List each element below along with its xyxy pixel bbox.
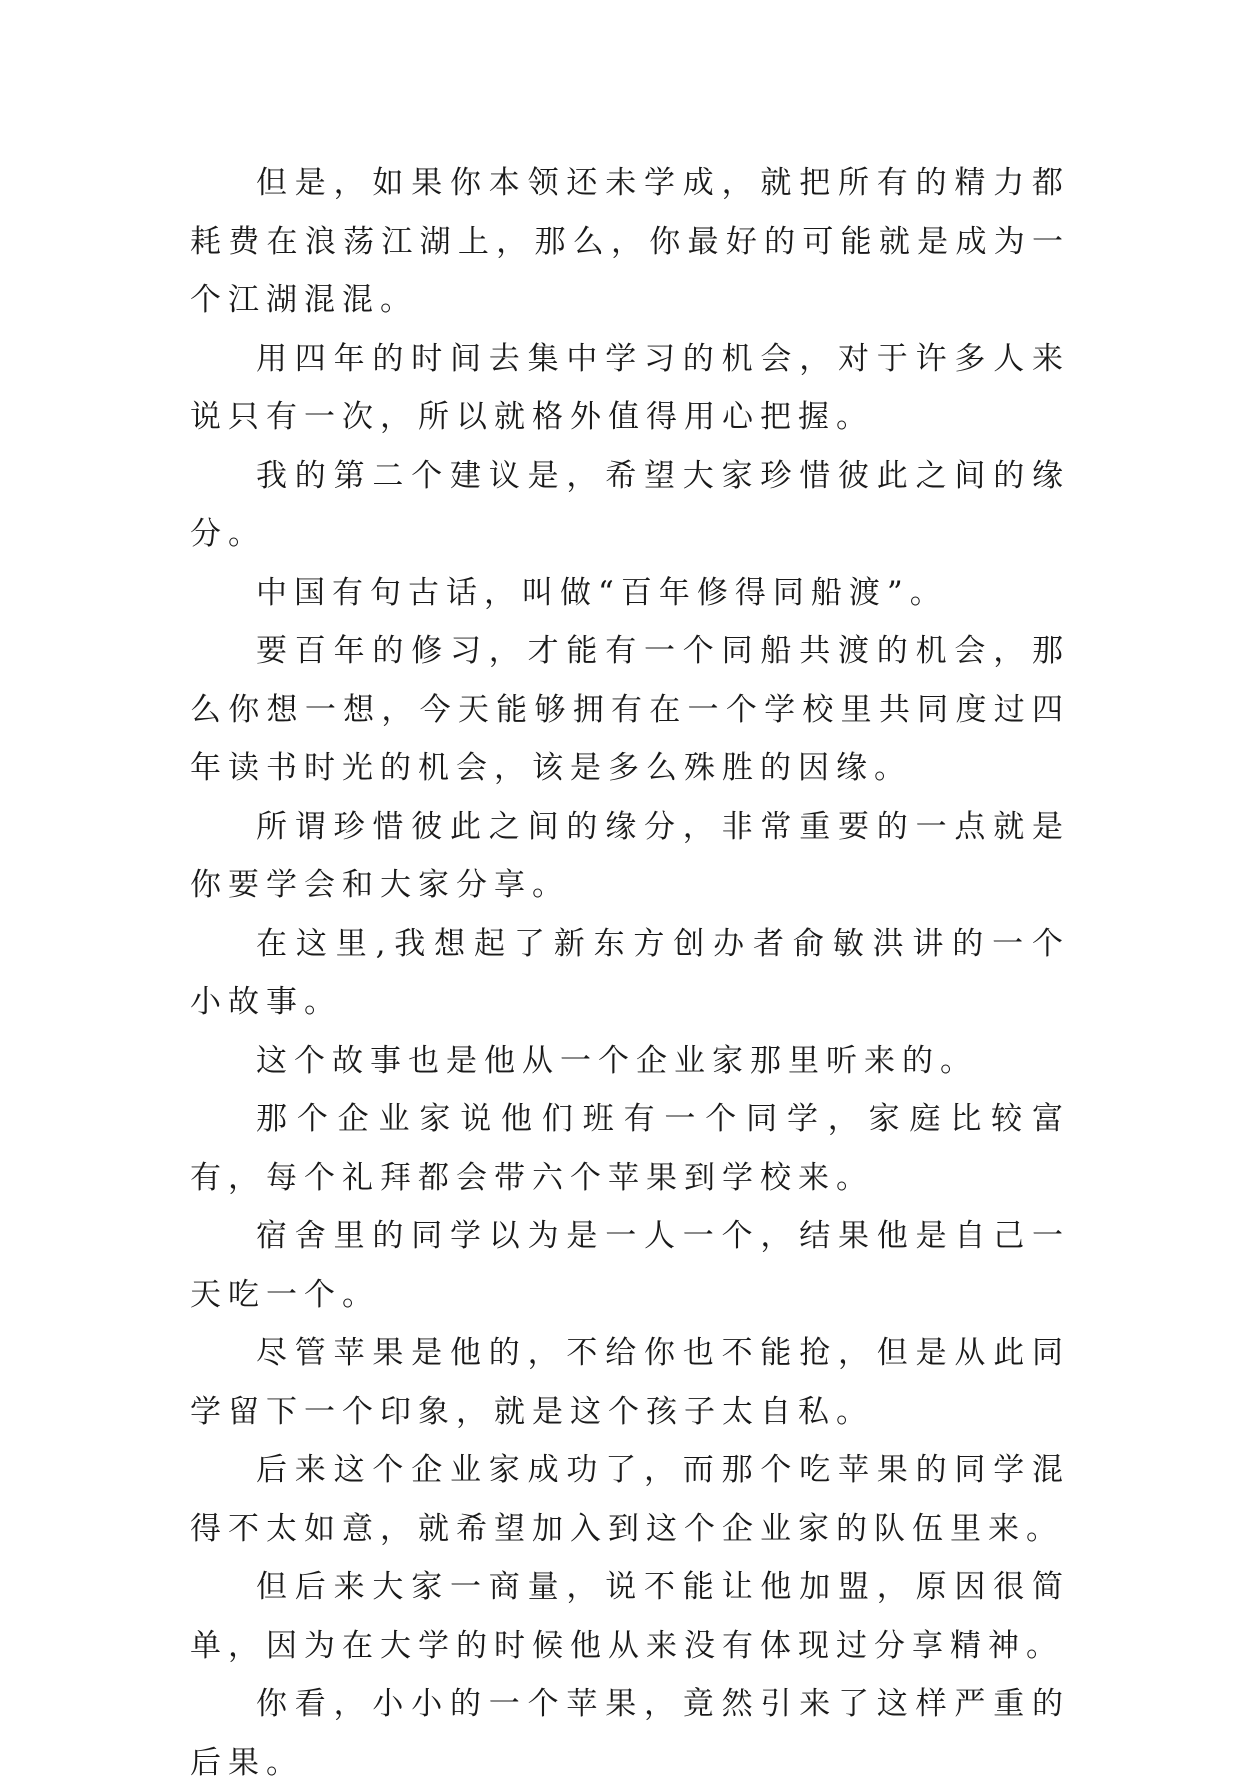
paragraph: 这个故事也是他从一个企业家那里听来的。: [256, 1042, 978, 1079]
paragraph: 你看，小小的一个苹果，竟然引来了这样严重的后果。: [190, 1686, 1070, 1781]
paragraph: 但是，如果你本领还未学成，就把所有的精力都耗费在浪荡江湖上，那么，你最好的可能就是成为一个江湖混混。: [190, 165, 1070, 318]
paragraph: 后来这个企业家成功了，而那个吃苹果的同学混得不太如意，就希望加入到这个企业家的队伍里来。: [190, 1452, 1070, 1547]
paragraph: 所谓珍惜彼此之间的缘分，非常重要的一点就是你要学会和大家分享。: [190, 808, 1070, 903]
paragraph: 中国有句古话，叫做“百年修得同船渡”。: [256, 574, 948, 611]
paragraph: 尽管苹果是他的，不给你也不能抢，但是从此同学留下一个印象，就是这个孩子太自私。: [190, 1335, 1070, 1430]
paragraph: 但后来大家一商量，说不能让他加盟，原因很简单，因为在大学的时候他从来没有体现过分享精神。: [190, 1569, 1070, 1664]
paragraph: 要百年的修习，才能有一个同船共渡的机会，那么你想一想，今天能够拥有在一个学校里共同度过四年读书时光的机会，该是多么殊胜的因缘。: [190, 633, 1070, 786]
body-text: [190, 154, 1070, 1792]
paragraph: 在这里,我想起了新东方创办者俞敏洪讲的一个小故事。: [190, 925, 1070, 1020]
paragraph: 用四年的时间去集中学习的机会，对于许多人来说只有一次，所以就格外值得用心把握。: [190, 340, 1070, 435]
paragraph: 那个企业家说他们班有一个同学，家庭比较富有，每个礼拜都会带六个苹果到学校来。: [190, 1101, 1070, 1196]
paragraph: 宿舍里的同学以为是一人一个，结果他是自己一天吃一个。: [190, 1218, 1070, 1313]
paragraph: 我的第二个建议是，希望大家珍惜彼此之间的缘分。: [190, 457, 1070, 552]
